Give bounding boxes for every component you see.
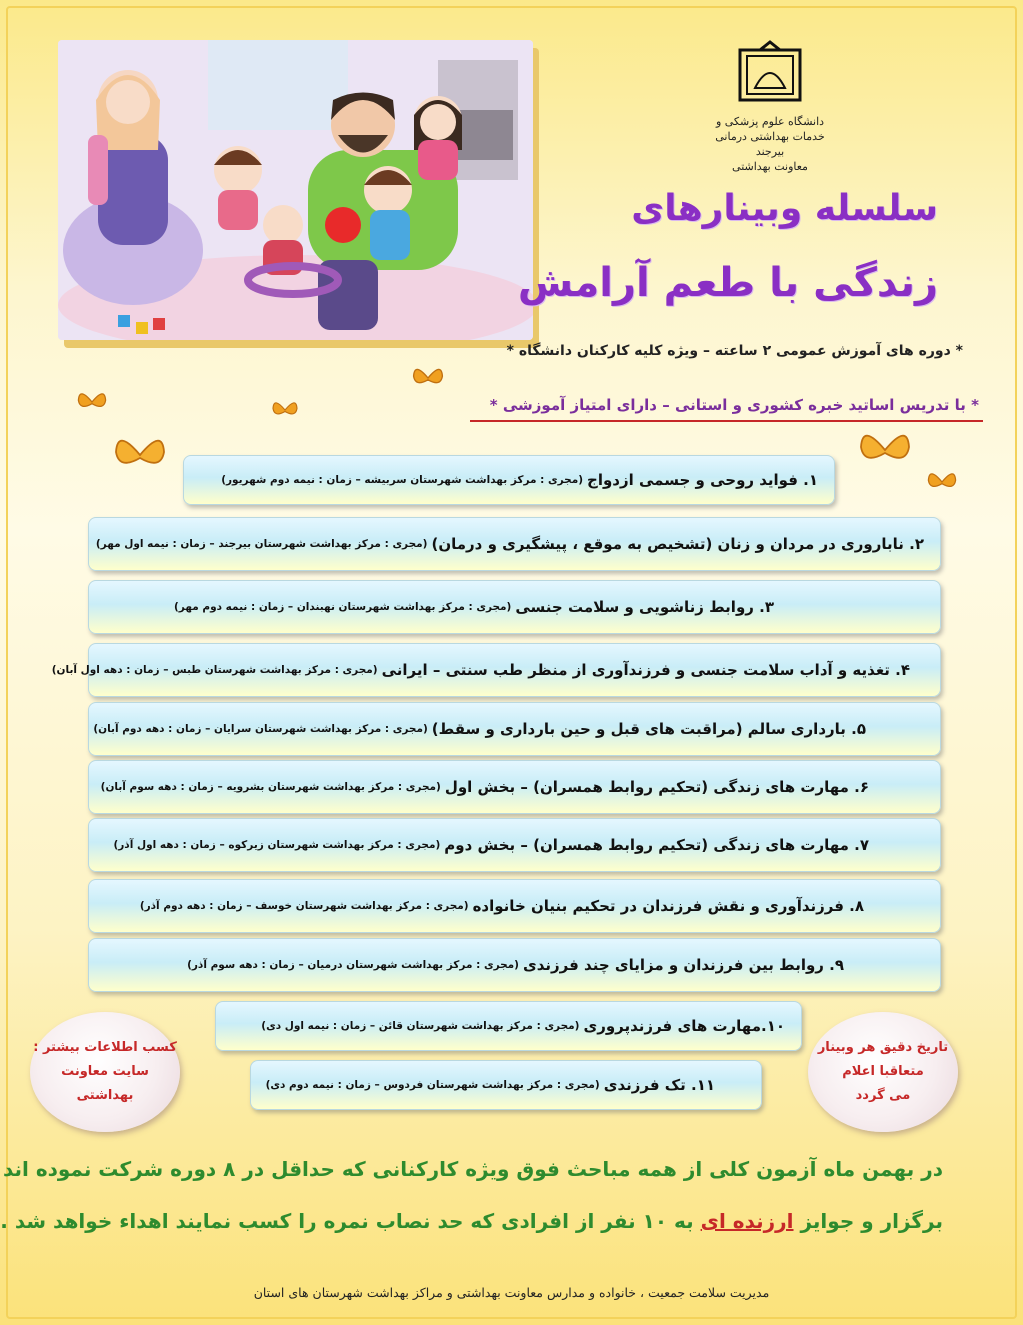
more-info-line1: کسب اطلاعات بیشتر : [33,1040,177,1055]
footer-credit: مدیریت سلامت جمعیت ، خانواده و مدارس معاونت بهداشتی و مراکز بهداشت شهرستان های استان [253,1285,770,1300]
course-item-4 [51,643,941,697]
logo-caption-university: دانشگاه علوم پزشکی و خدمات بهداشتی درمانی بیرجند [715,115,825,158]
butterfly-icon [75,385,109,419]
course-detail: (مجری : مرکز بهداشت شهرستان بشرویه – زمان : دهه سوم آبان) [100,781,441,793]
more-info-badge [30,1012,180,1132]
exam-announcement-part1: برگزار و جوایز [800,1209,943,1233]
subtitle-instructors: * با تدریس اساتید خبره کشوری و استانی – دارای امتیاز آموزشی * [470,396,983,422]
date-notice-line3: می گردد [855,1088,911,1103]
course-item-11 [250,1060,762,1110]
course-detail: (مجری : مرکز بهداشت شهرستان درمیان – زمان : دهه سوم آذر) [187,959,519,971]
date-notice-badge [808,1012,958,1132]
course-detail: (مجری : مرکز بهداشت شهرستان سربیشه – زمان : نیمه دوم شهریور) [221,474,584,486]
course-item-6 [88,760,941,814]
subtitle-course-info: * دوره های آموزش عمومی ۲ ساعته – ویژه کلیه کارکنان دانشگاه * [506,343,963,359]
course-detail: (مجری : مرکز بهداشت شهرستان سرایان – زمان : دهه دوم آبان) [93,723,428,735]
exam-announcement-line1: در بهمن ماه آزمون کلی از همه مباحث فوق ویژه کارکنانی که حداقل در ۸ دوره شرکت نموده اند [2,1157,943,1181]
logo-caption-deputy: معاونت بهداشتی [732,160,808,173]
butterfly-icon [850,420,920,480]
date-notice-line2: متعاقبا اعلام [842,1064,924,1079]
family-illustration-graphic [58,40,533,340]
course-title: ۱۱. تک فرزندی [603,1076,715,1094]
course-detail: (مجری : مرکز بهداشت شهرستان نهبندان – زمان : نیمه دوم مهر) [173,601,512,613]
course-item-10 [215,1001,802,1051]
butterfly-icon [270,395,300,425]
date-notice-line1: تاریخ دقیق هر وبینار [817,1040,949,1055]
university-logo [700,40,840,173]
course-title: ۸. فرزندآوری و نقش فرزندان در تحکیم بنیان خانواده [472,897,864,915]
butterfly-icon [410,360,446,396]
course-item-9 [88,938,941,992]
course-title: ۲. ناباروری در مردان و زنان (تشخیص به موقع ، پیشگیری و درمان) [431,535,924,553]
course-detail: (مجری : مرکز بهداشت شهرستان زیرکوه – زمان : دهه اول آذر) [113,839,441,851]
page-title-line2: زندگی با طعم آرامش [517,260,938,306]
exam-announcement-highlight: ارزنده ای [700,1209,794,1233]
course-title: ۵. بارداری سالم (مراقبت های قبل و حین بارداری و سقط) [431,720,866,738]
course-title: ۱۰.مهارت های فرزندپروری [583,1017,785,1035]
butterfly-icon [105,425,175,485]
university-emblem-icon [735,40,805,110]
page-title-line1: سلسله وبینارهای [631,188,938,229]
course-detail: (مجری : مرکز بهداشت شهرستان طبس – زمان : دهه اول آبان) [51,664,378,676]
exam-announcement-line2 [0,1209,943,1233]
course-title: ۱. فواید روحی و جسمی ازدواج [587,471,818,489]
exam-announcement-part2: به ۱۰ نفر از افرادی که حد نصاب نمره را کسب نمایند اهداء خواهد شد . [0,1209,694,1233]
course-title: ۹. روابط بین فرزندان و مزایای چند فرزندی [522,956,844,974]
course-item-8 [88,879,941,933]
course-item-3 [88,580,941,634]
course-item-5 [88,702,941,756]
course-item-7 [88,818,941,872]
family-illustration [58,40,533,340]
course-title: ۴. تغذیه و آداب سلامت جنسی و فرزندآوری از منظر طب سنتی – ایرانی [381,661,910,679]
course-item-2 [88,517,941,571]
course-title: ۷. مهارت های زندگی (تحکیم روابط همسران) – بخش دوم [444,836,869,854]
more-info-line3: بهداشتی [76,1088,134,1103]
course-title: ۶. مهارت های زندگی (تحکیم روابط همسران) – بخش اول [444,778,869,796]
butterfly-icon [925,465,959,499]
course-detail: (مجری : مرکز بهداشت شهرستان خوسف – زمان : دهه دوم آذر) [139,900,469,912]
course-title: ۳. روابط زناشویی و سلامت جنسی [515,598,774,616]
course-item-1 [183,455,835,505]
more-info-line2: سایت معاونت [61,1064,149,1079]
course-detail: (مجری : مرکز بهداشت شهرستان فردوس – زمان : نیمه دوم دی) [265,1079,600,1091]
course-detail: (مجری : مرکز بهداشت شهرستان بیرجند – زمان : نیمه اول مهر) [95,538,428,550]
course-detail: (مجری : مرکز بهداشت شهرستان قائن – زمان : نیمه اول دی) [261,1020,580,1032]
